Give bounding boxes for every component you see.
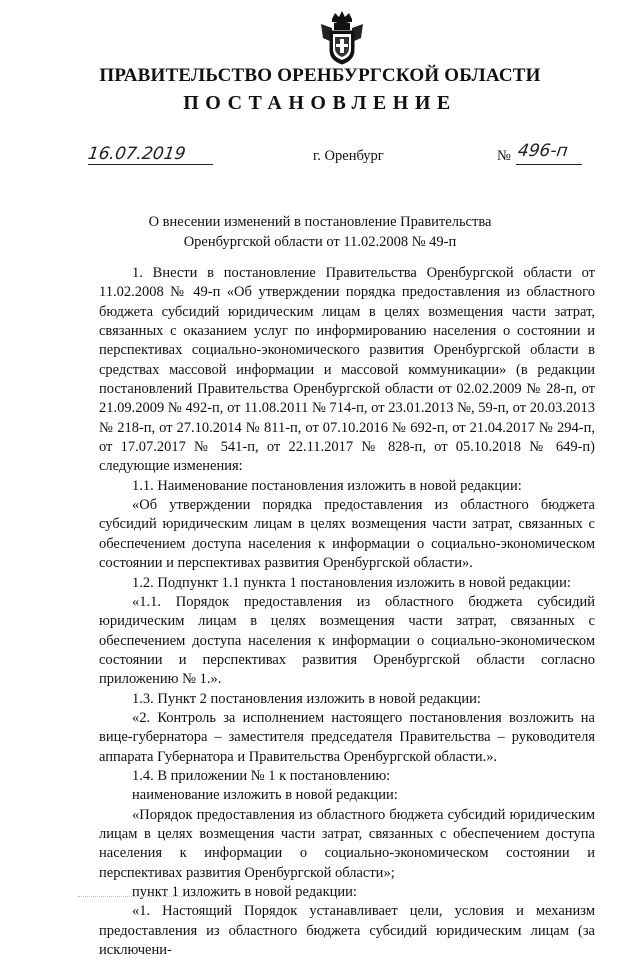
title-line-2: Оренбургской области от 11.02.2008 № 49-п xyxy=(183,233,457,250)
city: г. Оренбург xyxy=(313,148,384,164)
document-type: ПОСТАНОВЛЕНИЕ xyxy=(183,92,457,114)
document-title xyxy=(0,213,640,252)
decree-date: 16.07.2019 xyxy=(86,144,187,164)
quote-subpoint-1-1: «1.1. Порядок предоставления из областного бюджета субсидий юридическим лицам в целях возмещения части затрат, связанных с обеспечением доступа населения к информации о социально-экономическом состоянии и перспективах развития Оренбургской области согласно приложению № 1.». xyxy=(99,593,595,688)
quote-title: «Об утверждении порядка предоставления из областного бюджета субсидий юридическим лицам в целях возмещения части затрат, связанных с обеспечением доступа населения к информации о социально-экономическом состоянии и перспективах развития Оренбургской области». xyxy=(99,497,595,572)
paragraph-1-2: 1.2. Подпункт 1.1 пункта 1 постановления изложить в новой редакции: xyxy=(132,574,571,591)
number-label: № xyxy=(497,148,511,164)
paragraph-1-4: 1.4. В приложении № 1 к постановлению: xyxy=(132,767,391,784)
government-name: ПРАВИТЕЛЬСТВО ОРЕНБУРГСКОЙ ОБЛАСТИ xyxy=(99,65,541,86)
point-1-instruction: пункт 1 изложить в новой редакции: xyxy=(132,884,357,900)
number-underline xyxy=(516,164,582,165)
footer-mark xyxy=(78,896,218,898)
paragraph-1: 1. Внести в постановление Правительства Оренбургской области от 11.02.2008 № 49-п «Об утверждении порядка предоставления из областного бюджета субсидий юридическим лицам в целях возмещения части затрат, связанных с оказанием услуг по информированию населения о состоянии и перспективах социально-экономического развития Оренбургской области в средствах массовой информации и массовой коммуникации» (в редакции постановлений Правительства Оренбургской области от 02.02.2009 № 28-п, от 21.09.2009 № 492-п, от 11.08.2011 № 714-п, от 23.01.2013 №, 59-п, от 20.03.2013 № 218-п, от 27.10.2014 № 811-п, от 07.10.2016 № 692-п, от 21.04.2017 № 294-п, от 17.07.2017 № 541-п, от 22.11.2017 № 828-п, от 05.10.2018 № 649-п) следующие изменения: xyxy=(99,265,595,475)
paragraph-1-1: 1.1. Наименование постановления изложить в новой редакции: xyxy=(132,477,522,494)
document-body xyxy=(99,264,595,960)
quote-point-1: «1. Настоящий Порядок устанавливает цели, условия и механизм предоставления из областного бюджета субсидий юридическим лицам (за исключени- xyxy=(99,903,595,959)
coat-of-arms-icon xyxy=(317,10,367,66)
paragraph-1-3: 1.3. Пункт 2 постановления изложить в новой редакции: xyxy=(132,690,481,707)
naming-instruction: наименование изложить в новой редакции: xyxy=(132,787,398,804)
quote-naming: «Порядок предоставления из областного бюджета субсидий юридическим лицам в целях возмещения части затрат, связанных с обеспечением доступа населения к информации о социально-экономическом состоянии и перспективах развития Оренбургской области»; xyxy=(99,806,595,881)
date-underline xyxy=(88,164,213,165)
quote-point-2: «2. Контроль за исполнением настоящего постановления возложить на вице-губернатора – заместителя председателя Правительства – руководителя аппарата Губернатора и Правительства Оренбургской области.». xyxy=(99,709,595,765)
title-line-1: О внесении изменений в постановление Правительства xyxy=(148,214,492,230)
decree-number: 496-п xyxy=(516,141,570,161)
